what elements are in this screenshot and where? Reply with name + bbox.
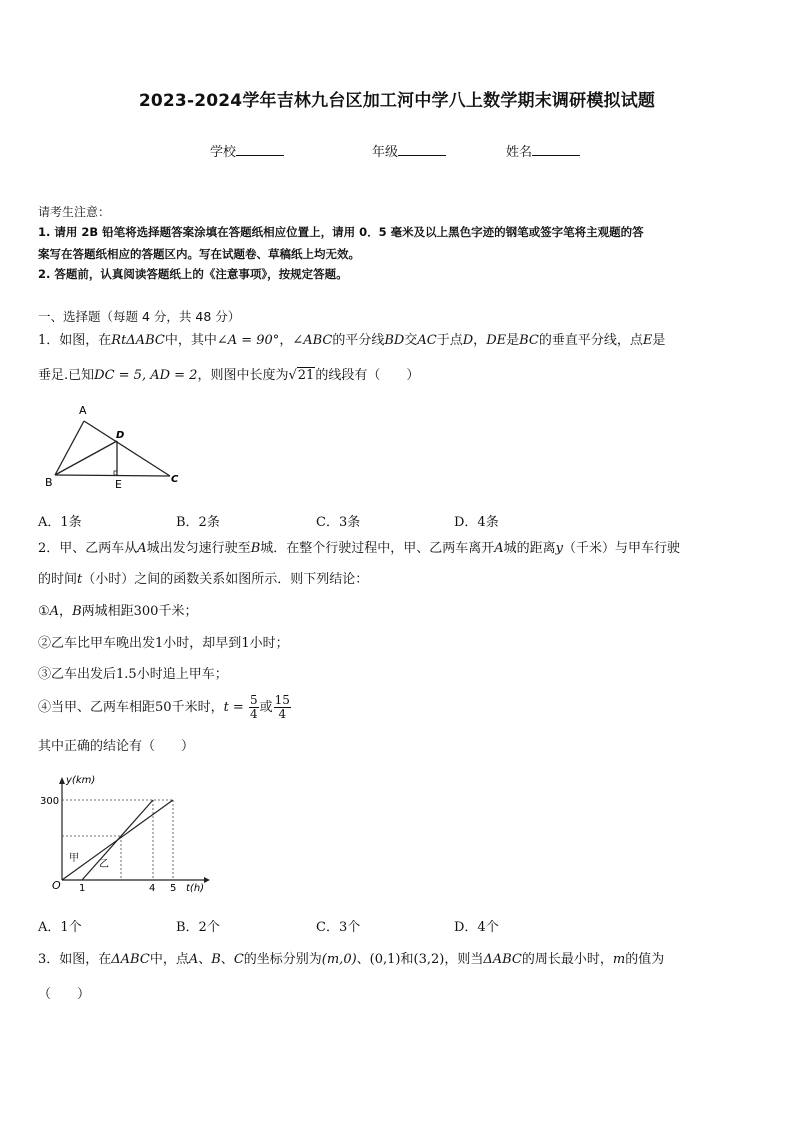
- q3-text: 的坐标分别为: [243, 952, 322, 967]
- y-axis-arrow: [59, 777, 65, 784]
- tick-1: 1: [79, 883, 86, 894]
- q1-line1: [38, 334, 665, 347]
- q2-var-y: y: [555, 541, 564, 556]
- q2-city-a: A: [494, 541, 504, 556]
- q2-city-a: A: [49, 604, 60, 619]
- q2-text: 城出发匀速行驶至: [146, 541, 251, 556]
- grade-label: 年级: [372, 145, 399, 160]
- q2-text: ④当甲、乙两车相距: [38, 700, 156, 716]
- q2-text: ②乙车比甲车晚出发: [38, 636, 156, 651]
- q1-bd: BD: [384, 333, 405, 348]
- q2-line1: [38, 542, 680, 555]
- name-blank[interactable]: [532, 143, 580, 156]
- q3-line1: [38, 953, 664, 966]
- q1-triangle: RtΔABC: [111, 333, 165, 348]
- q3-point-a: A: [188, 952, 199, 967]
- q2-text: ①: [38, 604, 50, 619]
- q1-point-d: D: [462, 333, 474, 348]
- q1-text: ，则图中长度为: [197, 368, 289, 383]
- school-field[interactable]: [210, 141, 284, 160]
- q1-de: DE: [486, 333, 507, 348]
- label-a: A: [79, 404, 87, 417]
- x-axis-arrow: [204, 877, 210, 883]
- q1-text: 的平分线: [332, 333, 385, 348]
- q2-text: 两城相距: [81, 604, 134, 619]
- q1-text: 交: [404, 333, 418, 348]
- q2-text: 或: [259, 700, 273, 716]
- q3-triangle: ΔABC: [111, 952, 150, 967]
- q2-var-t: t =: [223, 700, 244, 716]
- q2-text: 千米；: [158, 604, 198, 619]
- q2-statement-3: [38, 668, 228, 681]
- q3-text: 中，点: [149, 952, 189, 967]
- q1-text: 中，其中: [164, 333, 217, 348]
- q1-option-b[interactable]: B．2条: [176, 515, 220, 530]
- q3-coord-c: (3,2): [413, 952, 445, 967]
- q2-option-d[interactable]: D．4个: [454, 920, 499, 935]
- segment-ac: [84, 421, 170, 476]
- q1-given: DC = 5, AD = 2: [94, 368, 198, 383]
- q1-text: 垂足.已知: [38, 368, 95, 383]
- q1-text: ，: [473, 333, 487, 348]
- q2-number: 300: [133, 604, 159, 619]
- q2-number: 1: [155, 636, 164, 651]
- name-field[interactable]: [506, 141, 580, 160]
- q1-text: 的线段有（ ）: [315, 368, 420, 383]
- q2-option-c[interactable]: C．3个: [316, 920, 361, 935]
- q2-text: （小时）之间的函数关系如图所示．则下列结论：: [82, 572, 369, 587]
- q2-text: 小时追上甲车；: [136, 667, 228, 682]
- q2-statement-2: [38, 637, 289, 650]
- fraction-numerator: 15: [274, 693, 290, 707]
- label-d: D: [116, 430, 125, 441]
- q1-text: 是: [506, 333, 520, 348]
- q2-city-a: A: [137, 541, 147, 556]
- q2-text: 小时，却早到: [163, 636, 242, 651]
- q2-city-b: B: [250, 541, 261, 556]
- notice-item2: 2. 答题前，认真阅读答题纸上的《注意事项》，按规定答题。: [38, 267, 348, 281]
- tick-300: 300: [40, 796, 60, 807]
- q1-option-a[interactable]: A．1条: [38, 515, 82, 530]
- q2-text: ③乙车出发后: [38, 667, 117, 682]
- q3-text: 的周长最小时，: [521, 952, 613, 967]
- tick-4: 4: [149, 883, 156, 894]
- q2-option-b[interactable]: B．2个: [176, 920, 220, 935]
- q2-number: 1: [241, 636, 250, 651]
- tick-5: 5: [170, 883, 177, 894]
- q1-text: 于点: [436, 333, 463, 348]
- origin-label: O: [52, 879, 61, 892]
- q3-text: ，则当: [444, 952, 484, 967]
- q3-text: 、: [220, 952, 234, 967]
- q1-triangle-figure: [38, 400, 188, 492]
- school-label: 学校: [210, 145, 237, 160]
- q1-angle-abc: ∠ABC: [292, 333, 333, 348]
- q2-distance-time-graph: [36, 770, 216, 896]
- notice-item1-line2: 案写在答题纸相应的答题区内。写在试题卷、草稿纸上均无效。: [38, 247, 360, 261]
- fraction-denominator: 4: [249, 707, 258, 722]
- grade-blank[interactable]: [398, 143, 446, 156]
- q2-conclusion: 其中正确的结论有（ ）: [38, 739, 195, 754]
- q2-option-a[interactable]: A．1个: [38, 920, 82, 935]
- q2-number: 50: [155, 700, 172, 716]
- q1-text: 的垂直平分线，点: [538, 333, 643, 348]
- q2-text: （千米）与甲车行驶: [563, 541, 681, 556]
- section-title: 一、选择题（每题 4 分，共 48 分）: [38, 309, 241, 324]
- q1-bc: BC: [519, 333, 539, 348]
- segment-bc: [55, 475, 170, 476]
- line-yi: [82, 800, 153, 880]
- fraction-denominator: 4: [278, 707, 287, 722]
- q3-text: 和: [400, 952, 414, 967]
- fraction-15-4: [274, 694, 291, 721]
- name-label: 姓名: [506, 145, 533, 160]
- page-title: 2023-2024学年吉林九台区加工河中学八上数学期末调研模拟试题: [138, 91, 656, 111]
- q2-city-b: B: [72, 604, 82, 619]
- q2-statement-4: [38, 694, 292, 721]
- q3-text: 的值为: [625, 952, 665, 967]
- fraction-numerator: 5: [249, 693, 258, 707]
- q2-number: 1.5: [116, 667, 137, 682]
- fraction-5-4: [249, 694, 259, 721]
- label-yi: 乙: [99, 859, 109, 870]
- label-e: E: [115, 478, 122, 491]
- notice-item1-line1: 1. 请用 2B 铅笔将选择题答案涂填在答题纸相应位置上，请用 0．5 毫米及以上黑色字迹的钢笔或签字笔将主观题的答: [38, 225, 644, 239]
- q3-text: 、: [198, 952, 212, 967]
- q3-line2: （ ）: [38, 987, 91, 1002]
- q3-var-m: m: [612, 952, 626, 967]
- sqrt-symbol: √: [288, 368, 297, 383]
- q2-text: 城．在整个行驶过程中，甲、乙两车离开: [260, 541, 495, 556]
- q3-text: 3．如图，在: [38, 952, 112, 967]
- x-axis-label: t(h): [186, 883, 205, 894]
- q2-text: ，: [59, 604, 73, 619]
- q3-coord-a: (m,0): [321, 952, 357, 967]
- q2-text: 小时；: [249, 636, 289, 651]
- q1-sqrt-value: 21: [297, 368, 315, 383]
- notice-heading: 请考生注意：: [38, 205, 111, 219]
- label-b: B: [45, 476, 53, 489]
- q2-statement-1: [38, 605, 197, 618]
- q3-point-b: B: [211, 952, 221, 967]
- q2-var-t: t: [77, 572, 83, 587]
- q1-text: ，: [279, 333, 293, 348]
- grade-field[interactable]: [372, 141, 446, 160]
- q2-line2: [38, 573, 368, 586]
- q3-coord-b: (0,1): [369, 952, 401, 967]
- q1-point-e: E: [642, 333, 653, 348]
- q1-option-d[interactable]: D．4条: [454, 515, 499, 530]
- label-jia: 甲: [69, 853, 79, 864]
- q1-line2: [38, 369, 419, 382]
- q1-option-c[interactable]: C．3条: [316, 515, 361, 530]
- school-blank[interactable]: [236, 143, 284, 156]
- label-c: C: [171, 474, 179, 485]
- q3-triangle: ΔABC: [483, 952, 522, 967]
- q1-text: 1．如图，在: [38, 333, 112, 348]
- q3-text: 、: [356, 952, 370, 967]
- q1-ac: AC: [417, 333, 437, 348]
- q2-text: 2．甲、乙两车从: [38, 541, 138, 556]
- q2-text: 的时间: [38, 572, 78, 587]
- q1-angle-a: ∠A = 90°: [216, 333, 280, 348]
- y-axis-label: y(km): [66, 775, 96, 786]
- q3-point-c: C: [233, 952, 244, 967]
- q1-text: 是: [652, 333, 666, 348]
- q2-text: 城的距离: [503, 541, 556, 556]
- q2-text: 千米时，: [171, 700, 224, 716]
